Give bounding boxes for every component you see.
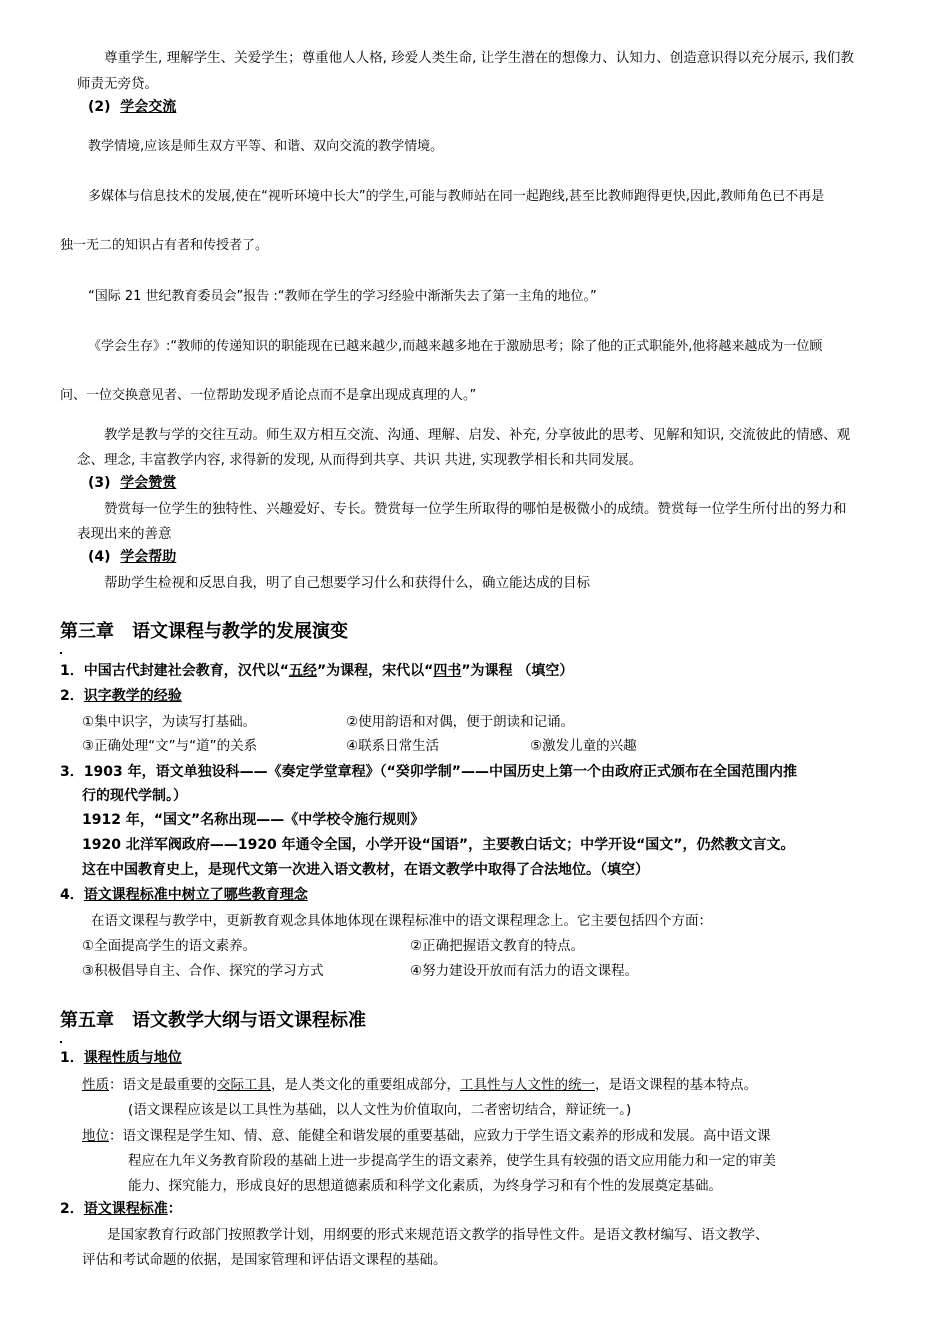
q4-item-4: ④努力建设开放而有活力的语文课程。 [410,963,639,979]
item-number: (3) [88,475,111,491]
q2-paragraph-line2: 评估和考试命题的依据，是国家管理和评估语文课程的基础。 [82,1252,447,1268]
q3-line-5: 这在中国教育史上，是现代文第一次进入语文教材，在语文教学中取得了合法地位。（填空） [82,862,649,878]
q2-number: 2． [60,688,84,704]
nature-line [82,1073,757,1093]
q2-item-5: ⑤激发儿童的兴趣 [530,738,637,754]
nature-text-a: ：语文是最重要的 [109,1077,217,1093]
paragraph-appreciate-line1: 赞赏每一位学生的独特性、兴趣爱好、专长。赞赏每一位学生所取得的哪怕是极微小的成绩。赞赏每一位学生所付出的努力和 [104,501,847,517]
ch5-question-2 [60,1198,182,1218]
paragraph-respect-line1: 尊重学生, 理解学生、关爱学生；尊重他人人格, 珍爱人类生命, 让学生潜在的想像力、认知力、创造意识得以充分展示, 我们教 [104,50,854,66]
nature-text-b: ，是人类文化的重要组成部分， [271,1077,460,1093]
paragraph-media-line1: 多媒体与信息技术的发展,使在“视听环境中长大”的学生,可能与教师站在同一起跑线,甚至比教师跑得更快,因此,教师角色已不再是 [88,189,825,204]
q4-item-1: ①全面提高学生的语文素养。 [82,938,257,954]
ch5-question-1 [60,1047,182,1067]
item-2-heading [88,96,176,116]
ch3-question-2 [60,685,182,705]
paragraph-learn-line2: 问、一位交换意见者、一位帮助发现矛盾论点而不是拿出现成真理的人。” [60,388,477,403]
nature-text-c: ，是语文课程的基本特点。 [595,1077,757,1093]
item-number: (4) [88,549,111,565]
q1-answer-sishu: 四书 [433,663,462,679]
q2-item-4: ④联系日常生活 [346,738,440,754]
nature-key-term-2: 工具性与人文性的统一 [460,1077,595,1093]
nature-note: (语文课程应该是以工具性为基础，以人文性为价值取向，二者密切结合，辩证统一。) [128,1102,632,1118]
q2-colon: ： [167,1201,182,1217]
q4-item-2: ②正确把握语文教育的特点。 [410,938,585,954]
status-line-1 [82,1124,771,1144]
q4-number: 4． [60,887,84,903]
chapter-3-title: 第三章 语文课程与教学的发展演变 [60,621,348,642]
status-text-1: ：语文课程是学生知、情、意、能健全和谐发展的重要基础，应致力于学生语文素养的形成和发展。高中语文课 [109,1128,771,1144]
status-label: 地位 [82,1128,109,1144]
q4-title: 语文课程标准中树立了哪些教育理念 [83,887,308,903]
mark-dot [60,652,62,654]
q2-number: 2． [60,1201,84,1217]
item-3-heading [88,472,176,492]
item-title: 学会赞赏 [120,475,177,491]
nature-key-term-1: 交际工具 [217,1077,271,1093]
ch3-question-4 [60,884,308,904]
nature-label: 性质 [82,1077,109,1093]
paragraph-situation: 教学情境,应该是师生双方平等、和谐、双向交流的教学情境。 [88,139,444,154]
q1-text-mid: ”为课程，宋代以“ [316,663,434,679]
q2-item-2: ②使用韵语和对偶，便于朗读和记诵。 [346,714,575,730]
q3-line-2: 行的现代学制。） [82,788,187,804]
q1-title: 课程性质与地位 [83,1050,182,1066]
q2-item-1: ①集中识字，为读写打基础。 [82,714,257,730]
item-title: 学会交流 [120,99,177,115]
q3-line-1: 3．1903 年，语文单独设科——《奏定学堂章程》（“癸卯学制”——中国历史上第一个由政府正式颁布在全国范围内推 [60,764,797,780]
q1-number: 1． [60,1050,84,1066]
q4-intro: 在语文课程与教学中，更新教育观念具体地体现在课程标准中的语文课程理念上。它主要包括四个方面： [91,913,712,929]
q2-title: 语文课程标准 [83,1201,168,1217]
status-line-3: 能力、探究能力，形成良好的思想道德素质和科学文化素质，为终身学习和有个性的发展奠定基础。 [128,1178,722,1194]
q1-answer-wujing: 五经 [288,663,317,679]
item-4-heading [88,546,176,566]
q3-line-4: 1920 北洋军阀政府——1920 年通令全国，小学开设“国语”，主要教白话文；中学开设“国文”，仍然教文言文。 [82,837,795,853]
paragraph-help: 帮助学生检视和反思自我，明了自己想要学习什么和获得什么，确立能达成的目标 [104,575,590,591]
chapter-5-title: 第五章 语文教学大纲与语文课程标准 [60,1010,366,1031]
q4-item-3: ③积极倡导自主、合作、探究的学习方式 [82,963,324,979]
q1-text-post: ”为课程 （填空） [461,663,574,679]
paragraph-interact-line1: 教学是教与学的交往互动。师生双方相互交流、沟通、理解、启发、补充, 分享彼此的思考、见解和知识, 交流彼此的情感、观 [104,427,851,443]
q2-item-3: ③正确处理“文”与“道”的关系 [82,738,258,754]
paragraph-interact-line2: 念、理念, 丰富教学内容, 求得新的发现, 从而得到共享、共识 共进, 实现教学相长和共同发展。 [77,452,643,468]
status-line-2: 程应在九年义务教育阶段的基础上进一步提高学生的语文素养，使学生具有较强的语文应用能力和一定的审美 [128,1153,776,1169]
mark-dot [60,1041,62,1043]
paragraph-learn-line1: 《学会生存》:“教师的传递知识的职能现在已越来越少,而越来越多地在于激励思考；除了他的正式职能外,他将越来越成为一位顾 [88,339,823,354]
q2-title: 识字教学的经验 [83,688,182,704]
paragraph-report: “国际 21 世纪教育委员会”报告 :“教师在学生的学习经验中渐渐失去了第一主角的地位。” [88,289,597,304]
ch3-question-1 [60,660,573,680]
q2-paragraph-line1: 是国家教育行政部门按照教学计划，用纲要的形式来规范语文教学的指导性文件。是语文教材编写、语文教学、 [107,1227,769,1243]
item-number: (2) [88,99,111,115]
paragraph-appreciate-line2: 表现出来的善意 [77,526,172,542]
paragraph-respect-line2: 师责无旁贷。 [77,76,158,92]
item-title: 学会帮助 [120,549,177,565]
q1-text-pre: 1．中国古代封建社会教育，汉代以“ [60,663,289,679]
q3-line-3: 1912 年，“国文”名称出现——《中学校令施行规则》 [82,812,425,828]
paragraph-media-line2: 独一无二的知识占有者和传授者了。 [60,238,269,253]
